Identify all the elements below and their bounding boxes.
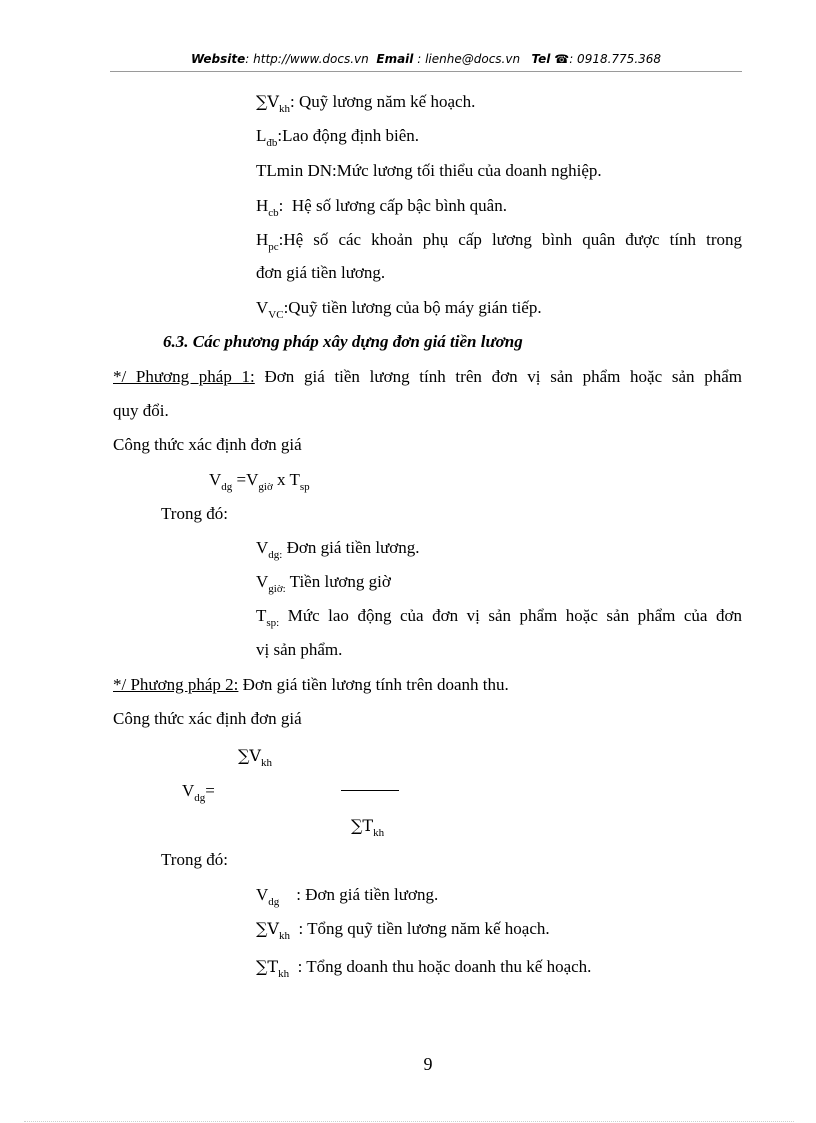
section-title: 6.3. Các phương pháp xây dựng đơn giá tiền lương [163,332,523,351]
method1-formula: $V_{dg} =V_{giờ}$ x $T_{sp}$ [209,470,310,493]
method1-where: Trong đó: [161,504,228,523]
def-ldb: $L_{đb}:Lao$ động định biên. [256,126,420,149]
tel-value: : 0918.775.368 [569,52,662,66]
page-number: 9 [423,1054,433,1074]
website-label: Website [190,52,246,66]
formula-denominator: $\sum T_{kh}$ [351,816,385,839]
email-label: Email [376,52,414,66]
page-header [110,52,742,66]
method2-formula-intro: Công thức xác định đơn giá [113,709,302,728]
method2-def-tkh: $\sum T_{kh}$ : Tổng doanh thu hoặc doanh thu kế hoạch. [256,957,592,980]
method1-cont: quy đổi. [113,401,169,420]
formula-numerator: $\sum V_{kh}$ [238,746,272,769]
header-divider [110,71,742,72]
method1-formula-intro: Công thức xác định đơn giá [113,435,302,454]
method1-def-tsp: $T_{sp:}$ Mức lao động của đơn vị sản phẩm hoặc sản phẩm của đơn [256,606,742,629]
formula-lhs: $V_{dg}=$ [182,781,215,804]
def-vvc: $V_{VC}:Quỹ$ tiền lương của bộ máy gián tiếp. [256,298,542,321]
phone-icon: ☎ [554,52,570,66]
method2-line: */ Phương pháp 2: Đơn giá tiền lương tính trên doanh thu. [113,675,509,694]
method2-where: Trong đó: [161,850,228,869]
method2-def-vkh: $\sum V_{kh}$ : Tổng quỹ tiền lương năm kế hoạch. [256,919,550,942]
method1-def-tsp-cont: vị sản phẩm. [256,640,343,659]
method1-def-vdg: $V_{dg:}$ Đơn giá tiền lương. [256,538,420,561]
fraction-bar [341,790,399,791]
email-value: : lienhe@docs.vn [417,52,521,66]
method2-def-vdg: $V_{dg}$ : Đơn giá tiền lương. [256,885,439,908]
method1-line: */ Phương pháp 1: Đơn giá tiền lương tính trên đơn vị sản phẩm hoặc sản phẩm [113,367,742,386]
def-hpc-cont: đơn giá tiền lương. [256,263,386,282]
def-vkh: $\sum V_{kh}$: Quỹ lương năm kế hoạch. [256,92,476,115]
method1-def-vgio: $V_{giờ:}$ Tiền lương giờ [256,572,391,595]
def-tlmin: TLmin DN:Mức lương tối thiểu của doanh nghiệp. [256,161,602,180]
page-bottom-border [24,1121,794,1122]
def-hcb: $H_{cb}$: Hệ số lương cấp bậc bình quân. [256,196,507,219]
tel-label: Tel [531,52,551,66]
website-value: : http://www.docs.vn [245,52,369,66]
def-hpc: $H_{pc}:Hệ$ số các khoản phụ cấp lương bình quân được tính trong [256,230,742,253]
